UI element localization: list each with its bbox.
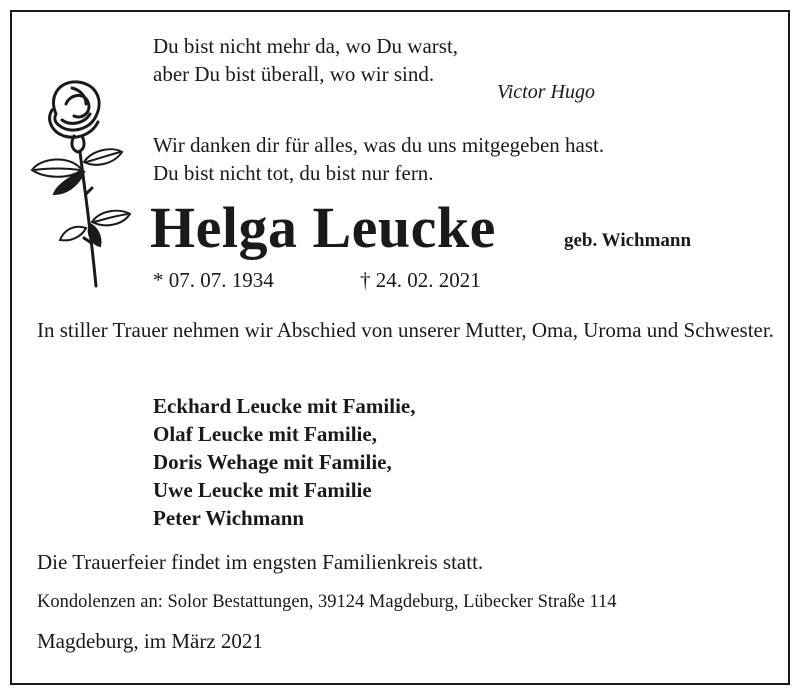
maiden-name: geb. Wichmann [564,230,692,251]
poem-stanza-1 [153,32,458,88]
mourners-list [153,392,415,532]
service-note: Die Trauerfeier findet im engsten Familienkreis statt. [37,550,484,574]
mourner-item: Uwe Leucke mit Familie [153,478,372,502]
condolence-address: Kondolenzen an: Solor Bestattungen, 39124 Magdeburg, Lübecker Straße 114 [37,592,617,612]
poem-line: Du bist nicht tot, du bist nur fern. [153,161,434,185]
death-date: † 24. 02. 2021 [360,268,481,292]
mourning-text: In stiller Trauer nehmen wir Abschied von unserer Mutter, Oma, Uroma und Schwester. [37,318,774,342]
mourner-item: Olaf Leucke mit Familie, [153,422,377,446]
mourner-item: Doris Wehage mit Familie, [153,450,392,474]
poem-stanza-2 [153,131,604,187]
deceased-name: Helga Leucke [150,195,496,260]
poem-line: Du bist nicht mehr da, wo Du warst, [153,34,459,58]
rose-icon [26,74,138,294]
poem-line: aber Du bist überall, wo wir sind. [153,62,435,86]
place-date: Magdeburg, im März 2021 [37,629,263,653]
mourner-item: Eckhard Leucke mit Familie, [153,394,416,418]
poem-line: Wir danken dir für alles, was du uns mitgegeben hast. [153,133,605,157]
mourner-item: Peter Wichmann [153,506,305,530]
birth-date: * 07. 07. 1934 [153,268,274,292]
poem-author: Victor Hugo [497,81,595,103]
